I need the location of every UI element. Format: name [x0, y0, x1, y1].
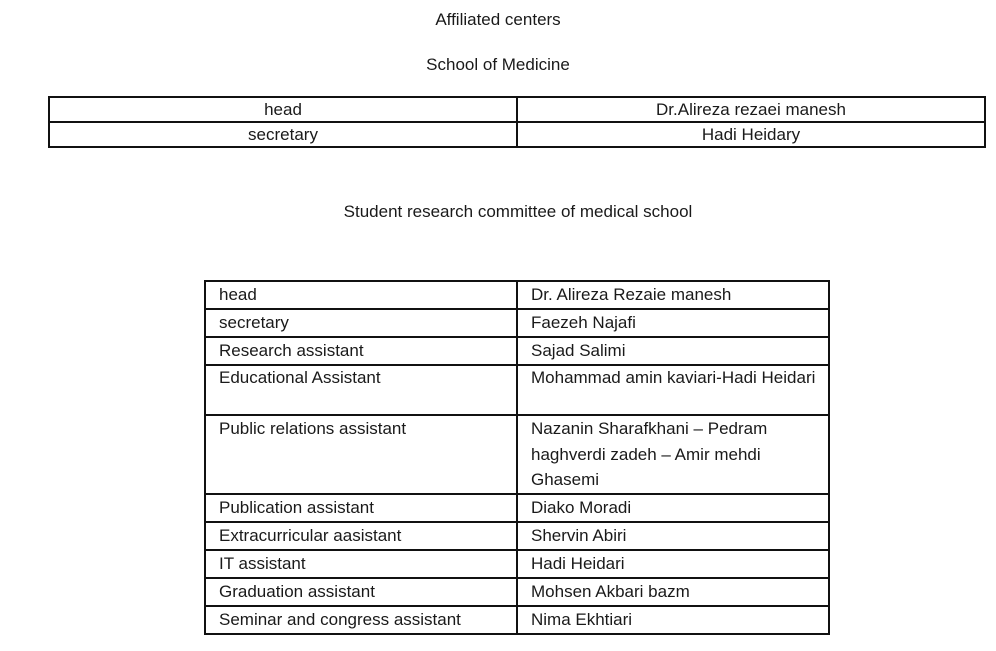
name-cell: Hadi Heidari — [517, 550, 829, 578]
role-cell: Extracurricular aasistant — [205, 522, 517, 550]
role-cell: Seminar and congress assistant — [205, 606, 517, 634]
table-row — [205, 606, 829, 634]
role-cell: Research assistant — [205, 337, 517, 365]
name-cell: Dr. Alireza Rezaie manesh — [517, 281, 829, 309]
name-cell: Mohammad amin kaviari-Hadi Heidari — [517, 365, 829, 415]
name-cell: Faezeh Najafi — [517, 309, 829, 337]
name-cell: Sajad Salimi — [517, 337, 829, 365]
name-cell: Mohsen Akbari bazm — [517, 578, 829, 606]
table-row — [205, 365, 829, 415]
table-row — [205, 494, 829, 522]
role-cell: IT assistant — [205, 550, 517, 578]
name-cell: Nazanin Sharafkhani – Pedram haghverdi zadeh – Amir mehdi Ghasemi — [517, 415, 829, 494]
role-cell: secretary — [205, 309, 517, 337]
school-of-medicine-heading: School of Medicine — [426, 55, 570, 74]
table-row — [49, 97, 985, 122]
role-cell: Educational Assistant — [205, 365, 517, 415]
school-officials-table — [48, 96, 986, 148]
role-cell: Graduation assistant — [205, 578, 517, 606]
table-row — [205, 550, 829, 578]
table-row — [205, 415, 829, 494]
table-row — [49, 122, 985, 147]
role-cell: head — [205, 281, 517, 309]
table-row — [205, 309, 829, 337]
role-cell: secretary — [49, 122, 517, 147]
name-cell: Dr.Alireza rezaei manesh — [517, 97, 985, 122]
table-row — [205, 522, 829, 550]
name-cell: Hadi Heidary — [517, 122, 985, 147]
table-row — [205, 281, 829, 309]
table-row — [205, 578, 829, 606]
role-cell: head — [49, 97, 517, 122]
committee-heading: Student research committee of medical school — [343, 202, 693, 221]
role-cell: Public relations assistant — [205, 415, 517, 494]
table-row — [205, 337, 829, 365]
name-cell: Diako Moradi — [517, 494, 829, 522]
name-cell: Shervin Abiri — [517, 522, 829, 550]
role-cell: Publication assistant — [205, 494, 517, 522]
committee-members-table — [204, 280, 830, 635]
name-cell: Nima Ekhtiari — [517, 606, 829, 634]
affiliated-centers-heading: Affiliated centers — [435, 10, 561, 29]
